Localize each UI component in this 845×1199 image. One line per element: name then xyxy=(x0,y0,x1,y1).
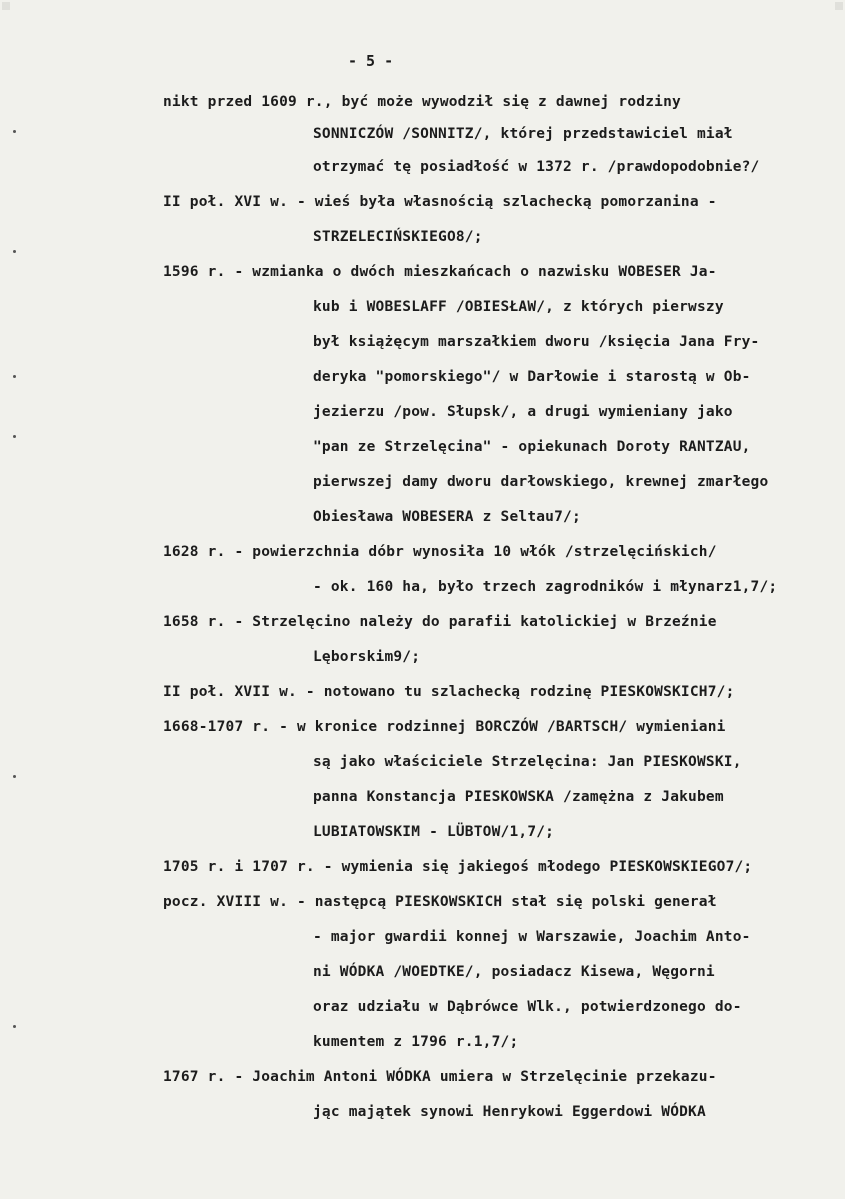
text-line: 1668-1707 r. - w kronice rodzinnej BORCZÓW /BARTSCH/ wymieniani xyxy=(163,719,726,735)
text-line: był książęcym marszałkiem dworu /księcia Jana Fry- xyxy=(313,334,760,350)
text-line: kub i WOBESLAFF /OBIESŁAW/, z których pierwszy xyxy=(313,299,724,315)
text-line: 1596 r. - wzmianka o dwóch mieszkańcach o nazwisku WOBESER Ja- xyxy=(163,264,717,280)
text-line: ni WÓDKA /WOEDTKE/, posiadacz Kisewa, Węgorni xyxy=(313,964,715,980)
text-line: są jako właściciele Strzelęcina: Jan PIESKOWSKI, xyxy=(313,754,742,770)
text-line: II poł. XVI w. - wieś była własnością szlachecką pomorzanina - xyxy=(163,194,717,210)
text-line: panna Konstancja PIESKOWSKA /zamężna z Jakubem xyxy=(313,789,724,805)
text-line: SONNICZÓW /SONNITZ/, której przedstawiciel miał xyxy=(313,126,733,142)
punch-hole-mark xyxy=(13,375,16,378)
text-line: 1658 r. - Strzelęcino należy do parafii katolickiej w Brzeźnie xyxy=(163,614,717,630)
text-line: II poł. XVII w. - notowano tu szlachecką rodzinę PIESKOWSKICH7/; xyxy=(163,684,735,700)
text-line: kumentem z 1796 r.1,7/; xyxy=(313,1034,519,1050)
punch-hole-mark xyxy=(13,1025,16,1028)
text-line: - ok. 160 ha, było trzech zagrodników i młynarz1,7/; xyxy=(313,579,778,595)
scan-corner-top-right xyxy=(835,2,843,10)
scan-corner-top-left xyxy=(2,2,10,10)
text-line: 1705 r. i 1707 r. - wymienia się jakiegoś młodego PIESKOWSKIEGO7/; xyxy=(163,859,753,875)
text-line: nikt przed 1609 r., być może wywodził się z dawnej rodziny xyxy=(163,94,681,110)
punch-hole-mark xyxy=(13,130,16,133)
text-line: Lęborskim9/; xyxy=(313,649,421,665)
text-line: jezierzu /pow. Słupsk/, a drugi wymieniany jako xyxy=(313,404,733,420)
text-line: Obiesława WOBESERA z Seltau7/; xyxy=(313,509,581,525)
text-line: "pan ze Strzelęcina" - opiekunach Doroty RANTZAU, xyxy=(313,439,751,455)
text-line: LUBIATOWSKIM - LÜBTOW/1,7/; xyxy=(313,824,555,840)
text-line: oraz udziału w Dąbrówce Wlk., potwierdzonego do- xyxy=(313,999,742,1015)
punch-hole-mark xyxy=(13,435,16,438)
text-line: deryka "pomorskiego"/ w Darłowie i starostą w Ob- xyxy=(313,369,751,385)
text-line: pierwszej damy dworu darłowskiego, krewnej zmarłego xyxy=(313,474,769,490)
punch-hole-mark xyxy=(13,250,16,253)
text-line: - major gwardii konnej w Warszawie, Joachim Anto- xyxy=(313,929,751,945)
text-line: STRZELECIŃSKIEGO8/; xyxy=(313,229,483,245)
text-line: 1767 r. - Joachim Antoni WÓDKA umiera w Strzelęcinie przekazu- xyxy=(163,1069,717,1085)
punch-hole-mark xyxy=(13,775,16,778)
text-line: jąc majątek synowi Henrykowi Eggerdowi WÓDKA xyxy=(313,1104,706,1120)
text-line: pocz. XVIII w. - następcą PIESKOWSKICH stał się polski generał xyxy=(163,894,717,910)
page-number: - 5 - xyxy=(348,52,394,70)
text-line: otrzymać tę posiadłość w 1372 r. /prawdopodobnie?/ xyxy=(313,159,760,175)
text-line: 1628 r. - powierzchnia dóbr wynosiła 10 włók /strzelęcińskich/ xyxy=(163,544,717,560)
